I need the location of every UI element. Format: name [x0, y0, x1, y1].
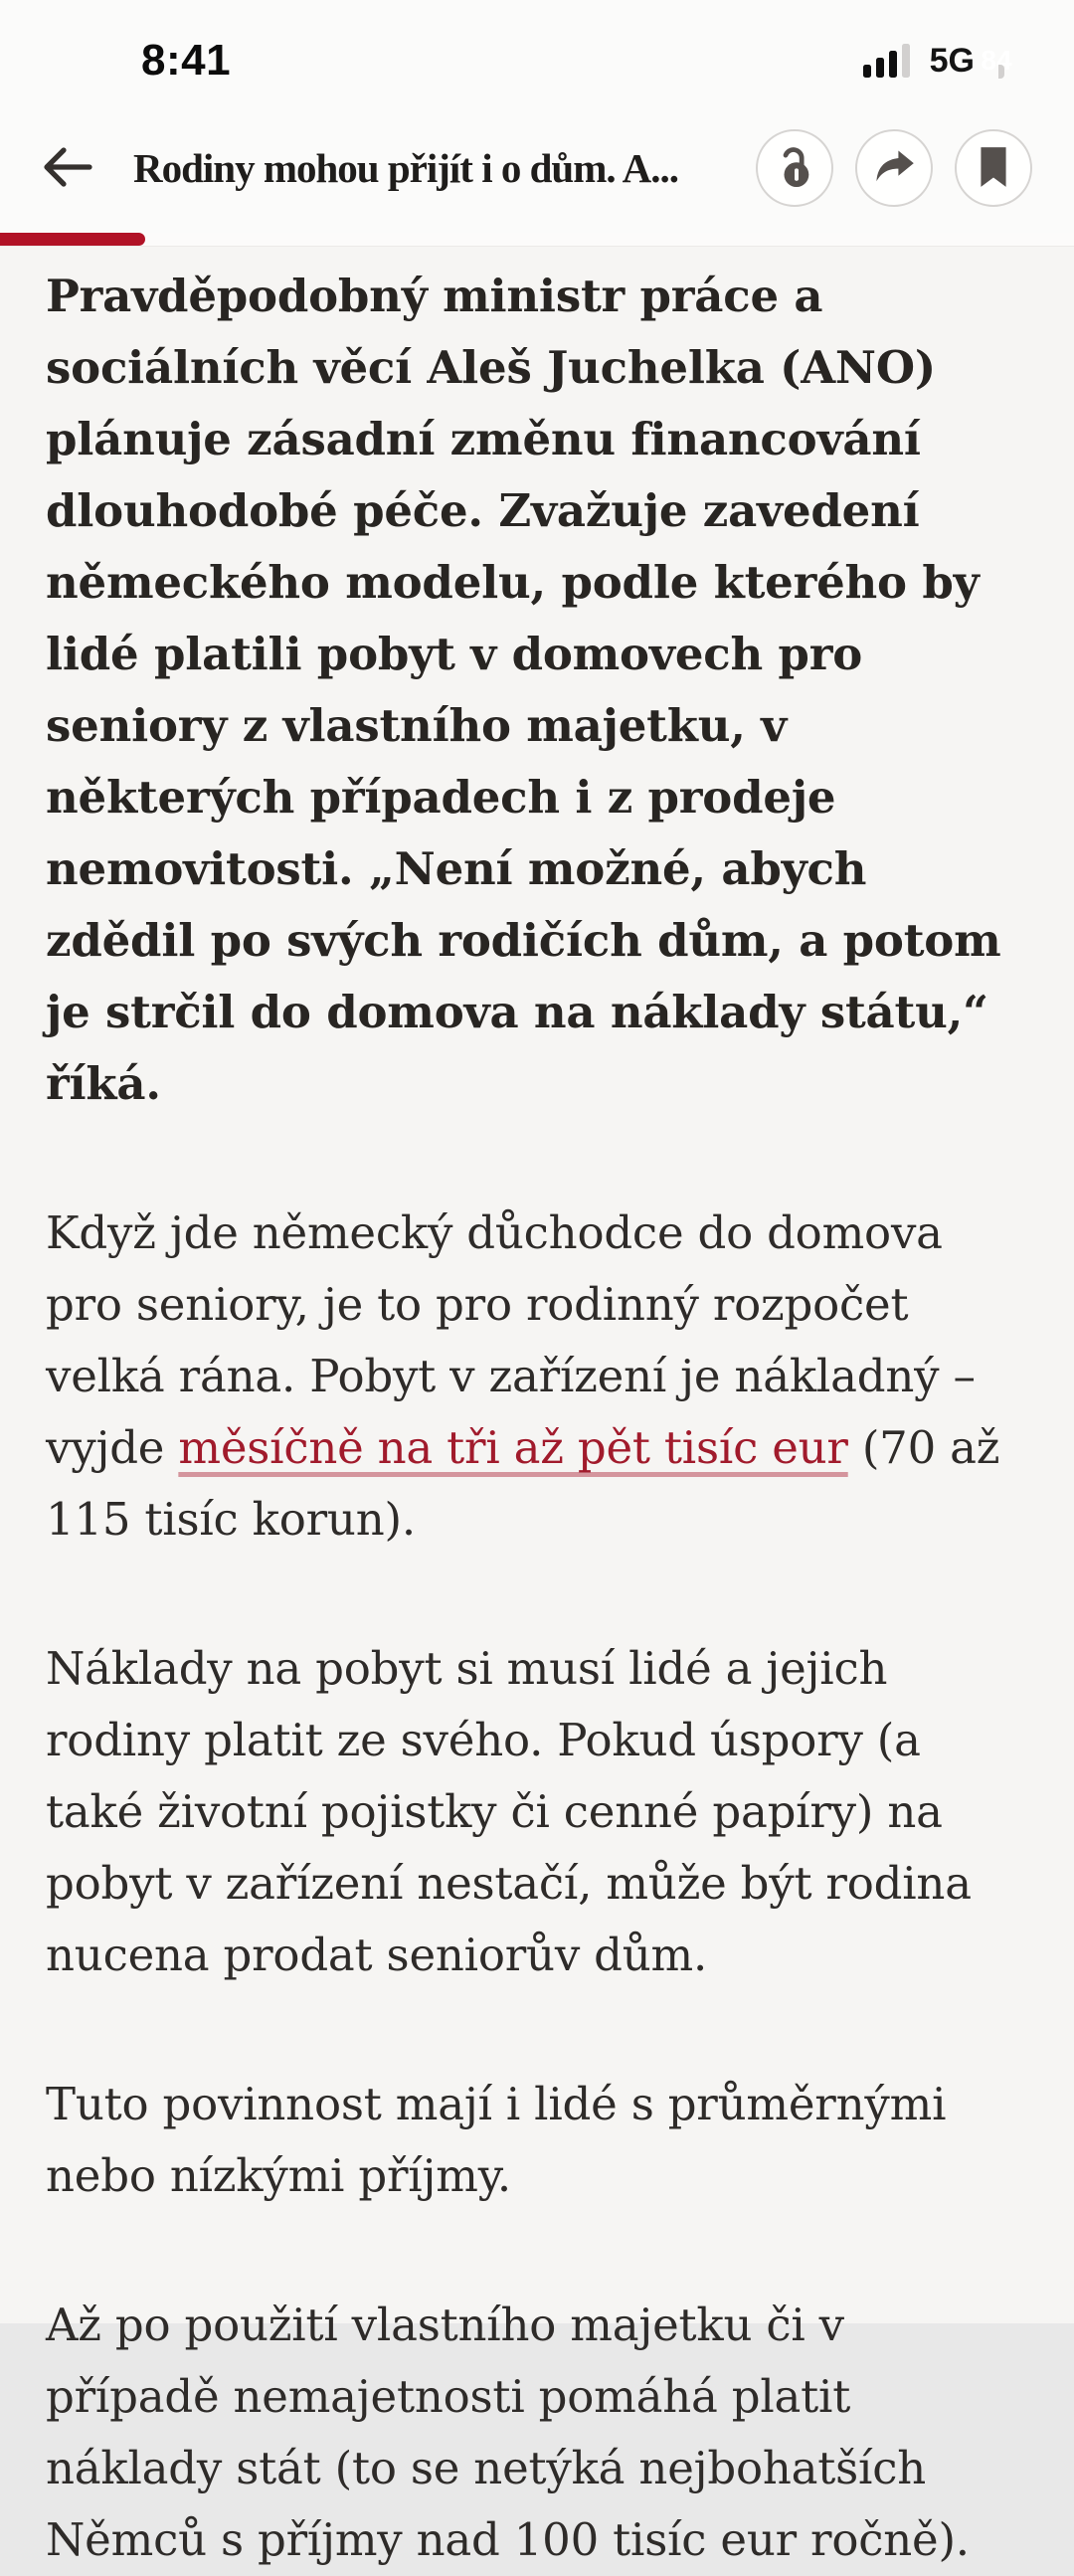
share-button[interactable] — [855, 129, 933, 207]
back-arrow-icon — [40, 143, 95, 194]
paragraph-text: Když jde německý důchodce do domova pro seniory, je to pro rodinný rozpočet velká rána. Pobyt v zařízení je nákladný – vyjde — [46, 1206, 976, 1474]
premium-unlock-button[interactable] — [756, 129, 833, 207]
paragraph: Až po použití vlastního majetku či v případě nemajetnosti pomáhá platit náklady stát (to se netýká nejbohatších Němců s příjmy nad 100 tisíc eur ročně). — [46, 2299, 970, 2566]
top-chrome — [0, 0, 1074, 233]
paragraph-text: (70 až 115 tisíc korun). — [46, 1421, 1000, 1546]
reading-progress-fill — [0, 233, 145, 246]
share-icon — [872, 148, 916, 189]
paragraph — [46, 1197, 1028, 1556]
paragraph: Náklady na pobyt si musí lidé a jejich rodiny platit ze svého. Pokud úspory (a také životní pojistky či cenné papíry) na pobyt v zařízení nestačí, může být rodina nucena prodat seniorův dům. — [46, 1642, 972, 1981]
header-actions — [756, 129, 1032, 207]
article-body — [0, 247, 1074, 2576]
bookmark-button[interactable] — [955, 129, 1032, 207]
battery-cap — [998, 65, 1004, 79]
cellular-signal-icon — [863, 44, 910, 78]
status-bar — [0, 0, 1074, 103]
unlock-icon — [774, 144, 815, 193]
signal-bar — [863, 65, 871, 78]
article-header — [0, 103, 1074, 233]
signal-bar-empty — [902, 44, 910, 78]
battery-indicator — [992, 52, 996, 70]
bookmark-icon — [978, 145, 1009, 192]
signal-bar — [876, 58, 884, 78]
lead-paragraph: Pravděpodobný ministr práce a sociálních věcí Aleš Juchelka (ANO) plánuje zásadní změnu financování dlouhodobé péče. Zvažuje zavedení německého modelu, podle kterého by lidé platili pobyt v domovech pro seniory z vlastního majetku, v některých případech i z prodeje nemovitosti. „Není možné, abych zdědil po svých rodičích dům, a potom je strčil do domova na náklady státu,“ říká. — [46, 270, 1001, 1110]
network-type-label: 5G — [929, 41, 975, 80]
paragraph: Tuto povinnost mají i lidé s průměrnými nebo nízkými příjmy. — [46, 2078, 947, 2202]
status-time: 8:41 — [141, 36, 232, 85]
inline-link[interactable]: měsíčně na tři až pět tisíc eur — [178, 1421, 848, 1474]
back-button[interactable] — [40, 126, 123, 210]
status-indicators — [863, 42, 996, 81]
signal-bar — [889, 51, 897, 78]
reading-progress-bar — [0, 233, 1074, 247]
article-title-truncated: Rodiny mohou přijít i o dům. A... — [133, 145, 678, 191]
